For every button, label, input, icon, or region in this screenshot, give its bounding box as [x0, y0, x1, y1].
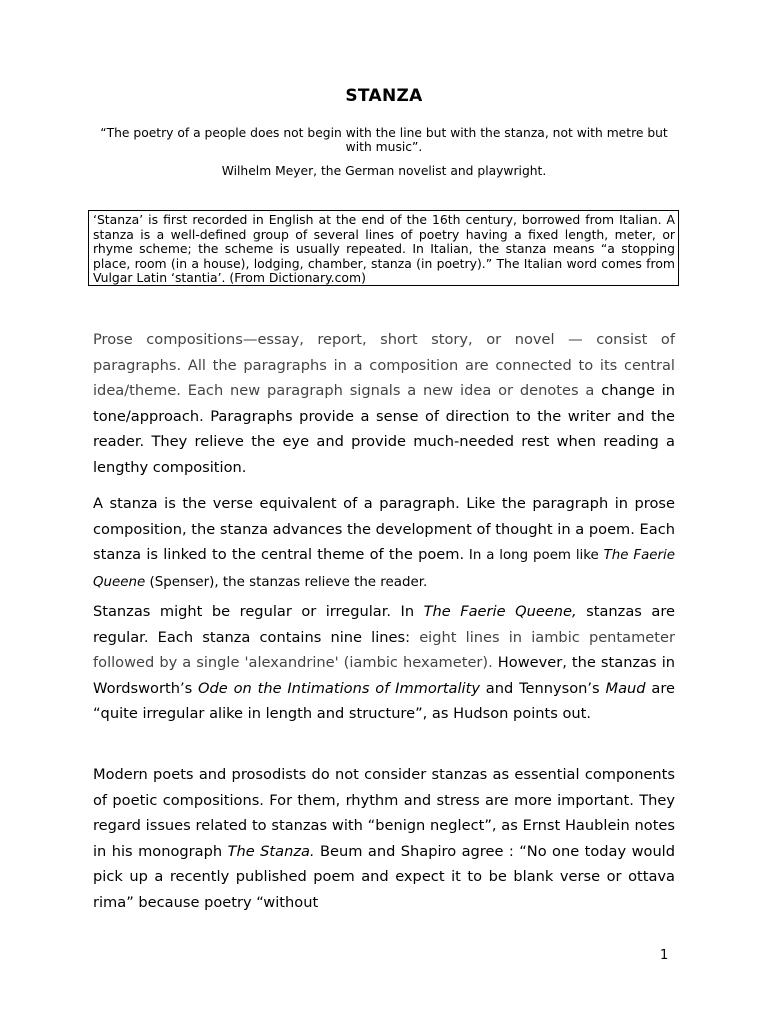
paragraph-text: However, the stanzas in Wordsworth’s [93, 654, 676, 697]
paragraph-text: stanzas are regular. Each stanza contains nine lines: [93, 603, 675, 646]
work-title: Ode on the Intimations of Immortality [198, 679, 480, 697]
work-title: The Faerie Queene [93, 548, 675, 590]
page-title: STANZA [345, 86, 423, 106]
work-title: The Stanza. [227, 842, 315, 860]
paragraph-text: (Spenser), the stanzas relieve the reader. [145, 574, 428, 590]
paragraph-text: Beum and Shapiro agree : “No one today would pick up a recently published poem and expect it to be blank verse or ottava rima” because poetry “without [93, 842, 676, 911]
paragraph-text: eight lines in iambic pentameter followed by a single 'alexandrine' (iambic hexameter). [93, 628, 675, 672]
epigraph-quote: “The poetry of a people does not begin with the line but with the stanza, not with metre but with music”. [100, 126, 668, 154]
epigraph-attribution: Wilhelm Meyer, the German novelist and playwright. [221, 164, 547, 178]
paragraph-text: Stanzas might be regular or irregular. In [93, 603, 424, 620]
paragraph-text: Modern poets and prosodists do not consider stanzas as essential components of poetic compositions. For them, rhythm and stress are more important. They regard issues related to stanzas with “benign neglect”, as Ernst Haublein notes in his monograph [93, 766, 675, 860]
paragraph-stanza-equivalent [93, 491, 675, 595]
paragraph-text: change in tone/approach. Paragraphs provide a sense of direction to the writer and the reader. They relieve the eye and provide much-needed rest when reading a lengthy composition. [93, 382, 675, 476]
paragraph-text: are “quite irregular alike in length and structure”, as Hudson points out. [93, 679, 675, 723]
paragraph-prose-compositions [93, 327, 675, 481]
paragraph-regular-irregular [93, 599, 675, 727]
work-title: Maud [605, 679, 646, 697]
page-number: 1 [660, 948, 669, 963]
paragraph-text: In a long poem like [464, 548, 604, 564]
work-title: The Faerie Queene, [423, 603, 577, 620]
definition-box: ‘Stanza’ is first recorded in English at the end of the 16th century, borrowed from Italian. A stanza is a well-defined group of several lines of poetry having a fixed length, meter, or rhyme scheme; the scheme is usually repeated. In Italian, the stanza means “a stopping place, room (in a house), lodging, chamber, stanza (in poetry).” The Italian word comes from Vulgar Latin ‘stantia’. (From Dictionary.com) [88, 210, 679, 286]
paragraph-text: Prose compositions—essay, report, short story, or novel — consist of paragraphs. All the paragraphs in a composition are connected to its central idea/theme. Each new paragraph signals a new idea or denotes a [93, 331, 675, 400]
paragraph-text: and Tennyson’s [479, 679, 606, 697]
paragraph-modern-poets [93, 762, 675, 916]
paragraph-text: A stanza is the verse equivalent of a paragraph. Like the paragraph in prose composition, the stanza advances the development of thought in a poem. Each stanza is linked to the central theme of the poem. [93, 495, 675, 564]
